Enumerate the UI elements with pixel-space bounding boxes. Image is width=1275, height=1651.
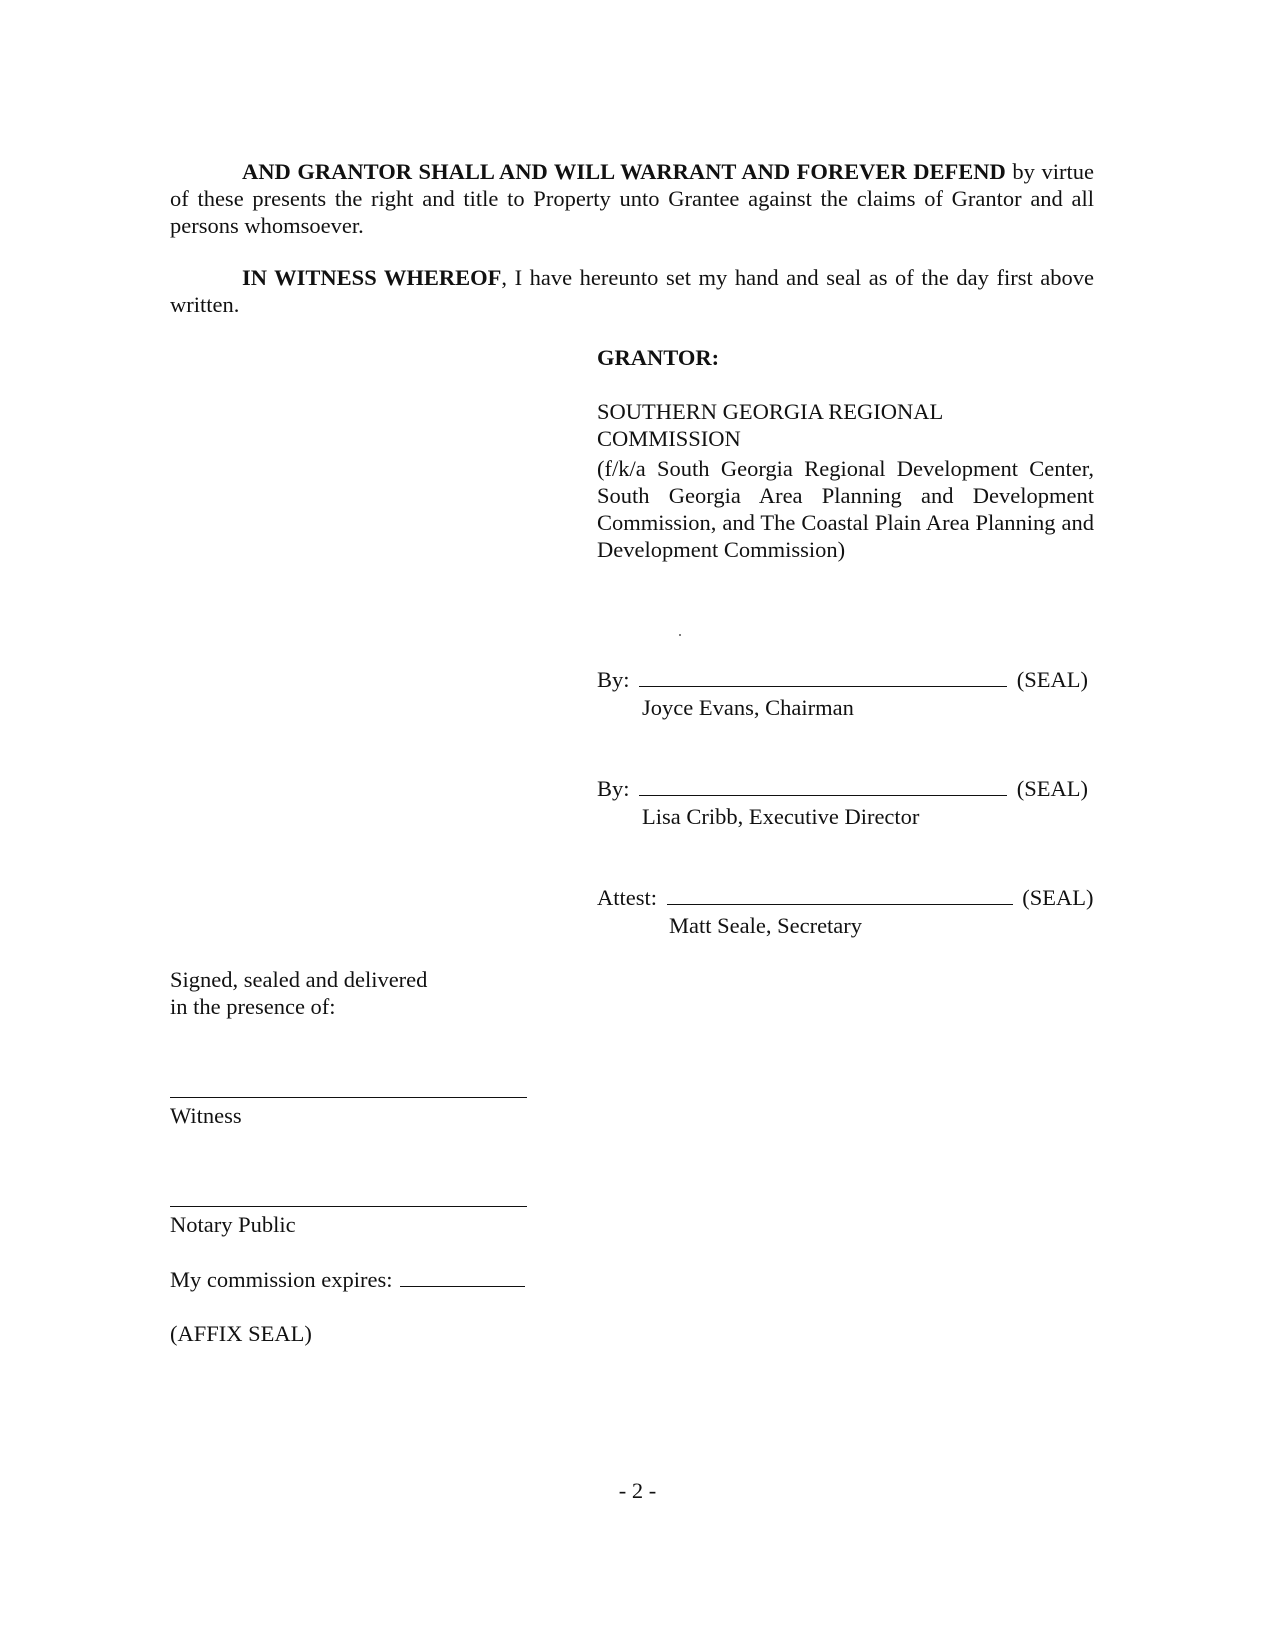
attestation-line2: in the presence of: [170, 994, 336, 1019]
witness-clause-text: , I have hereunto set my hand and seal as of the day first above written. [170, 265, 1095, 317]
signature-block-secretary [597, 884, 1107, 911]
signature-block-chairman [597, 666, 1097, 693]
commission-expires-blank[interactable] [400, 1266, 525, 1287]
witness-label: Witness [170, 1103, 242, 1128]
witness-clause-bold-lead: IN WITNESS WHEREOF [242, 265, 502, 290]
seal-label: (SEAL) [1016, 776, 1089, 801]
affix-seal: (AFFIX SEAL) [170, 1321, 312, 1346]
grantor-name [597, 398, 1094, 452]
signature-line[interactable] [667, 884, 1013, 905]
grantor-name-line2: COMMISSION [597, 426, 741, 451]
seal-label: (SEAL) [1016, 667, 1089, 692]
grantor-heading: GRANTOR: [597, 345, 720, 370]
witness-clause-paragraph [170, 264, 1094, 318]
signature-line[interactable] [639, 666, 1007, 687]
signature-by-label: By: [597, 776, 630, 801]
warranty-bold-lead: AND GRANTOR SHALL AND WILL WARRANT AND FOREVER DEFEND [242, 159, 1006, 184]
commission-expires [170, 1266, 540, 1293]
warranty-paragraph [170, 158, 1094, 239]
attest-label: Attest: [597, 885, 657, 910]
scan-speck [679, 634, 681, 636]
page-number: - 2 - [618, 1478, 657, 1503]
signature-line[interactable] [639, 775, 1007, 796]
notary-signature-line[interactable] [170, 1205, 527, 1207]
warranty-text: by virtue of these presents the right and title to Property unto Grantee against the claims of Grantor and all persons whomsoever. [170, 159, 1094, 238]
grantor-formerly-known-as: (f/k/a South Georgia Regional Development Center, South Georgia Area Planning and Development Commission, and The Coastal Plain Area Planning and Development Commission) [597, 456, 1094, 562]
attestation-line1: Signed, sealed and delivered [170, 967, 428, 992]
commission-expires-label: My commission expires: [170, 1267, 393, 1292]
seal-label: (SEAL) [1022, 885, 1094, 910]
signer-secretary: Matt Seale, Secretary [669, 913, 863, 938]
signature-block-executive-director [597, 775, 1097, 802]
signer-executive-director: Lisa Cribb, Executive Director [642, 804, 920, 829]
witness-signature-line[interactable] [170, 1096, 527, 1098]
signer-chairman: Joyce Evans, Chairman [642, 695, 854, 720]
notary-label: Notary Public [170, 1212, 296, 1237]
grantor-name-line1: SOUTHERN GEORGIA REGIONAL [597, 399, 944, 424]
attestation-statement [170, 966, 427, 1020]
signature-by-label: By: [597, 667, 630, 692]
